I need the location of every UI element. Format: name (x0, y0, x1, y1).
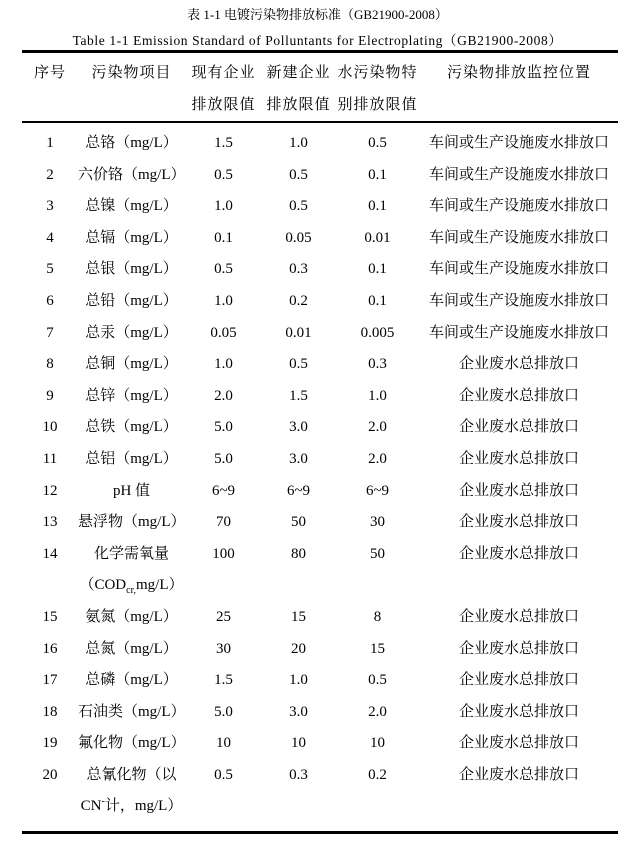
cell-row-number: 17 (42, 672, 58, 689)
cell-monitoring-location: 企业废水总排放口 (458, 640, 579, 657)
cell-existing-limit: 1.0 (214, 198, 233, 215)
cell-special-limit: 0.1 (368, 198, 387, 215)
cell-special-limit: 0.5 (368, 672, 387, 689)
table-row (22, 634, 618, 666)
table-row (22, 507, 618, 539)
cell-new-limit: 0.5 (289, 198, 308, 215)
cell-existing-limit: 1.5 (214, 135, 233, 151)
cell-new-limit: 1.5 (289, 387, 308, 404)
cell-monitoring-location: 企业废水总排放口 (458, 450, 579, 467)
cell-row-number: 18 (42, 703, 58, 720)
table-row (22, 318, 618, 350)
cell-new-limit: 3.0 (289, 450, 308, 467)
table-row (22, 728, 618, 760)
cell-existing-limit: 1.5 (214, 672, 233, 689)
cell-special-limit: 0.3 (368, 356, 387, 373)
table-body (22, 122, 618, 833)
cell-monitoring-location: 企业废水总排放口 (458, 703, 579, 720)
cell-existing-limit: 5.0 (214, 419, 233, 436)
cell-new-limit: 3.0 (289, 419, 308, 436)
table-row (22, 381, 618, 413)
table-header (22, 52, 618, 123)
header-cell-location: 污染物排放监控位置 (420, 52, 618, 123)
cell-monitoring-location: 车间或生产设施废水排放口 (428, 292, 609, 309)
cell-pollutant-item: 总银（mg/L） (85, 261, 178, 278)
cell-special-limit: 1.0 (368, 387, 387, 404)
table-row (22, 349, 618, 381)
cell-pollutant-item: pH 值 (112, 482, 151, 499)
cell-new-limit: 50 (291, 514, 306, 531)
cell-special-limit: 15 (370, 640, 385, 657)
cell-special-limit: 8 (373, 608, 382, 625)
cell-row-number: 10 (42, 419, 58, 436)
cell-special-limit: 0.2 (368, 766, 387, 783)
cell-pollutant-item: 总氰化物（以 CN-计，mg/L） (80, 766, 183, 815)
cell-pollutant-item: 六价铬（mg/L） (78, 166, 186, 183)
cell-monitoring-location: 企业废水总排放口 (458, 514, 579, 531)
cell-monitoring-location: 车间或生产设施废水排放口 (428, 261, 609, 278)
table-row (22, 665, 618, 697)
table-row (22, 602, 618, 634)
cell-existing-limit: 70 (216, 514, 231, 531)
cell-existing-limit: 25 (216, 608, 231, 625)
cell-monitoring-location: 车间或生产设施废水排放口 (428, 324, 609, 341)
cell-new-limit: 0.5 (289, 166, 308, 183)
cell-special-limit: 0.1 (368, 292, 387, 309)
cell-monitoring-location: 企业废水总排放口 (458, 735, 579, 752)
header-cell-item: 污染物项目 (78, 52, 185, 123)
cell-special-limit: 0.1 (368, 166, 387, 183)
cell-row-number: 8 (46, 356, 54, 373)
cell-special-limit: 6~9 (365, 482, 390, 499)
header-cell-special: 水污染物特 别排放限值 (335, 52, 420, 123)
cell-new-limit: 20 (291, 640, 306, 657)
cell-existing-limit: 2.0 (214, 387, 233, 404)
cell-new-limit: 0.5 (289, 356, 308, 373)
cell-special-limit: 2.0 (368, 703, 387, 720)
table-row (22, 254, 618, 286)
cell-row-number: 20 (42, 766, 58, 783)
table-title-english: Table 1-1 Emission Standard of Polluntants for Electroplating（GB21900-2008） (72, 33, 563, 48)
cell-new-limit: 80 (291, 545, 306, 562)
cell-pollutant-item: 总铜（mg/L） (85, 356, 178, 373)
cell-monitoring-location: 企业废水总排放口 (458, 482, 579, 499)
cell-pollutant-item: 氟化物（mg/L） (78, 735, 186, 752)
cell-existing-limit: 0.1 (214, 229, 233, 246)
cell-pollutant-item: 总铅（mg/L） (85, 292, 178, 309)
cell-new-limit: 15 (291, 608, 306, 625)
table-row (22, 444, 618, 476)
header-cell-existing: 现有企业 排放限值 (185, 52, 262, 123)
cell-existing-limit: 6~9 (211, 482, 236, 499)
header-cell-new_built: 新建企业 排放限值 (262, 52, 335, 123)
cell-new-limit: 1.0 (289, 135, 308, 151)
cell-existing-limit: 100 (212, 545, 235, 562)
cell-monitoring-location: 企业废水总排放口 (458, 545, 579, 562)
cell-special-limit: 0.1 (368, 261, 387, 278)
cell-special-limit: 10 (370, 735, 385, 752)
cell-monitoring-location: 车间或生产设施废水排放口 (428, 166, 609, 183)
cell-pollutant-item: 化学需氧量 $(COD_{cr,}mg/L)$ (79, 545, 184, 597)
cell-existing-limit: 0.05 (210, 324, 237, 341)
table-title-chinese: 表 1-1 电镀污染物排放标准（GB21900-2008） (187, 7, 448, 22)
cell-row-number: 16 (42, 640, 58, 657)
table-row (22, 539, 618, 602)
cell-pollutant-item: 悬浮物（mg/L） (78, 514, 186, 531)
table-row (22, 697, 618, 729)
table-row (22, 160, 618, 192)
cell-pollutant-item: 总镉（mg/L） (85, 229, 178, 246)
cell-monitoring-location: 企业废水总排放口 (458, 419, 579, 436)
table-header-row (22, 52, 618, 123)
cell-new-limit: 0.2 (289, 292, 308, 309)
cell-new-limit: 3.0 (289, 703, 308, 720)
table-row (22, 191, 618, 223)
cell-row-number: 19 (42, 735, 58, 752)
header-cell-no: 序号 (22, 52, 78, 123)
cell-existing-limit: 5.0 (214, 450, 233, 467)
cell-pollutant-item: 总铝（mg/L） (85, 450, 178, 467)
table-row (22, 476, 618, 508)
cell-special-limit: 0.01 (364, 229, 391, 246)
cell-row-number: 4 (46, 229, 54, 246)
cell-special-limit: 0.005 (360, 324, 395, 341)
cell-row-number: 2 (46, 166, 54, 183)
cell-pollutant-item: 总镍（mg/L） (85, 198, 178, 215)
cell-pollutant-item: 总铁（mg/L） (85, 419, 178, 436)
cell-monitoring-location: 车间或生产设施废水排放口 (428, 135, 609, 151)
cell-new-limit: 0.3 (289, 261, 308, 278)
cell-existing-limit: 5.0 (214, 703, 233, 720)
cell-row-number: 1 (46, 135, 54, 151)
cell-new-limit: 6~9 (286, 482, 311, 499)
cell-existing-limit: 10 (216, 735, 231, 752)
cell-existing-limit: 0.5 (214, 766, 233, 783)
cell-existing-limit: 0.5 (214, 166, 233, 183)
cell-monitoring-location: 企业废水总排放口 (458, 387, 579, 404)
cell-row-number: 6 (46, 292, 54, 309)
cell-pollutant-item: 总磷（mg/L） (85, 672, 178, 689)
cell-row-number: 12 (42, 482, 58, 499)
cell-pollutant-item: 总铬（mg/L） (85, 135, 178, 151)
cell-monitoring-location: 企业废水总排放口 (458, 672, 579, 689)
cell-row-number: 9 (46, 387, 54, 404)
cell-monitoring-location: 企业废水总排放口 (458, 766, 579, 783)
cell-new-limit: 10 (291, 735, 306, 752)
table-row (22, 223, 618, 255)
table-row (22, 286, 618, 318)
table-row (22, 122, 618, 160)
cell-new-limit: 0.01 (285, 324, 312, 341)
cell-row-number: 15 (42, 608, 58, 625)
cell-existing-limit: 0.5 (214, 261, 233, 278)
cell-monitoring-location: 企业废水总排放口 (458, 608, 579, 625)
cell-pollutant-item: 总锌（mg/L） (85, 387, 178, 404)
cell-special-limit: 0.5 (368, 135, 387, 151)
table-row (22, 760, 618, 833)
cell-existing-limit: 1.0 (214, 356, 233, 373)
table-row (22, 412, 618, 444)
cell-row-number: 14 (42, 545, 58, 562)
cell-monitoring-location: 车间或生产设施废水排放口 (428, 198, 609, 215)
cell-special-limit: 50 (370, 545, 385, 562)
cell-monitoring-location: 企业废水总排放口 (458, 356, 579, 373)
cell-special-limit: 2.0 (368, 450, 387, 467)
cell-existing-limit: 30 (216, 640, 231, 657)
cell-pollutant-item: 氨氮（mg/L） (85, 608, 178, 625)
cell-pollutant-item: 总汞（mg/L） (85, 324, 178, 341)
cell-row-number: 7 (46, 324, 54, 341)
cell-new-limit: 0.05 (285, 229, 312, 246)
cell-row-number: 13 (42, 514, 58, 531)
cell-row-number: 11 (42, 450, 58, 467)
cell-row-number: 5 (46, 261, 54, 278)
cell-pollutant-item: 总氮（mg/L） (85, 640, 178, 657)
cell-existing-limit: 1.0 (214, 292, 233, 309)
emission-standards-table (22, 50, 618, 834)
cell-special-limit: 30 (370, 514, 385, 531)
cell-pollutant-item: 石油类（mg/L） (78, 703, 186, 720)
cell-new-limit: 1.0 (289, 672, 308, 689)
cell-new-limit: 0.3 (289, 766, 308, 783)
cell-monitoring-location: 车间或生产设施废水排放口 (428, 229, 609, 246)
cell-row-number: 3 (46, 198, 54, 215)
cell-special-limit: 2.0 (368, 419, 387, 436)
